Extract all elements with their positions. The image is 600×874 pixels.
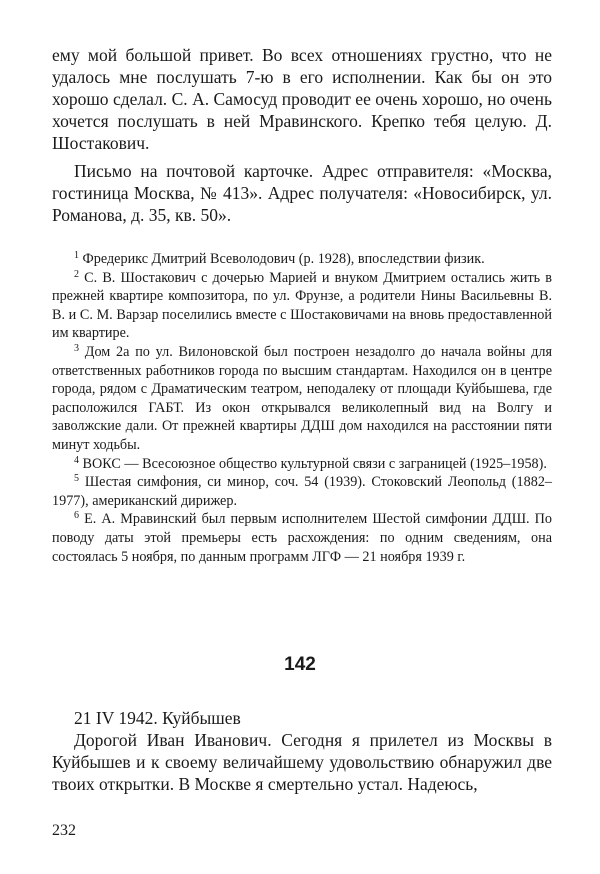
- footnote-text: Фредерикс Дмитрий Всеволодович (р. 1928), впоследствии физик.: [82, 251, 485, 267]
- footnote-4: [52, 455, 552, 474]
- footnote-text: Е. А. Мравинский был первым исполнителем Шестой симфонии ДДШ. По поводу даты этой премьеры есть расхождения: по одним сведениям, она состоялась 5 ноября, по данным программ ЛГФ — 21 ноября 1939 г.: [52, 511, 552, 565]
- letter-number-heading: 142: [284, 654, 316, 675]
- footnote-marker: 1: [74, 250, 79, 261]
- footnote-3: [52, 343, 552, 455]
- footnote-marker: 2: [74, 268, 79, 280]
- footnote-5: [52, 473, 552, 510]
- footnote-1: [52, 250, 552, 269]
- letter-continuation-paragraph: ему мой большой привет. Во всех отношениях грустно, что не удалось мне послушать 7-ю в его исполнении. Как бы он это хорошо сделал. С. А. Самосуд проводит ее очень хорошо, но очень хочется послушать в ней Мравинского. Крепко тебя целую. Д. Шостакович.: [52, 45, 552, 153]
- footnote-marker: 6: [74, 510, 79, 522]
- footnote-marker: 4: [74, 454, 79, 466]
- letter-dateline: 21 IV 1942. Куйбышев: [74, 708, 241, 728]
- postcard-note: Письмо на почтовой карточке. Адрес отправителя: «Москва, гостиница Москва, № 413». Адрес получателя: «Новосибирск, ул. Романова, д. 35, кв. 50».: [52, 161, 552, 225]
- footnote-text: С. В. Шостакович с дочерью Марией и внуком Дмитрием остались жить в прежней квартире композитора, по ул. Фрунзе, а родители Нины Васильевны В. В. и С. М. Варзар поселились вместе с Шостаковичами на вновь предоставленной им квартире.: [52, 269, 553, 342]
- footnote-text: Шестая симфония, си минор, соч. 54 (1939). Стоковский Леопольд (1882–1977), американский дирижер.: [52, 474, 553, 509]
- footnote-2: [52, 269, 552, 343]
- footnote-6: [52, 510, 552, 566]
- footnote-marker: 5: [74, 473, 79, 485]
- page-number: 232: [52, 822, 76, 839]
- footnotes: [52, 250, 552, 566]
- footnote-text: Дом 2а по ул. Вилоновской был построен незадолго до начала войны для ответственных работников города по высшим стандартам. Находился он в центре города, рядом с Драматическим театром, неподалеку от площади Куйбышева, где расположился ГАБТ. Из окон открывался великолепный вид на Волгу и заволжские дали. От прежней квартиры ДДШ дом находился на расстоянии пяти минут ходьбы.: [52, 343, 552, 453]
- footnote-text: ВОКС — Всесоюзное общество культурной связи с заграницей (1925–1958).: [82, 455, 547, 472]
- footnote-marker: 3: [74, 342, 79, 354]
- letter-opening-paragraph: Дорогой Иван Иванович. Сегодня я прилетел из Москвы в Куйбышев и к своему величайшему удовольствию обнаружил две твоих открытки. В Москве я смертельно устал. Надеюсь,: [52, 730, 552, 794]
- letter-142: [52, 707, 552, 795]
- continuation-block: [52, 44, 552, 226]
